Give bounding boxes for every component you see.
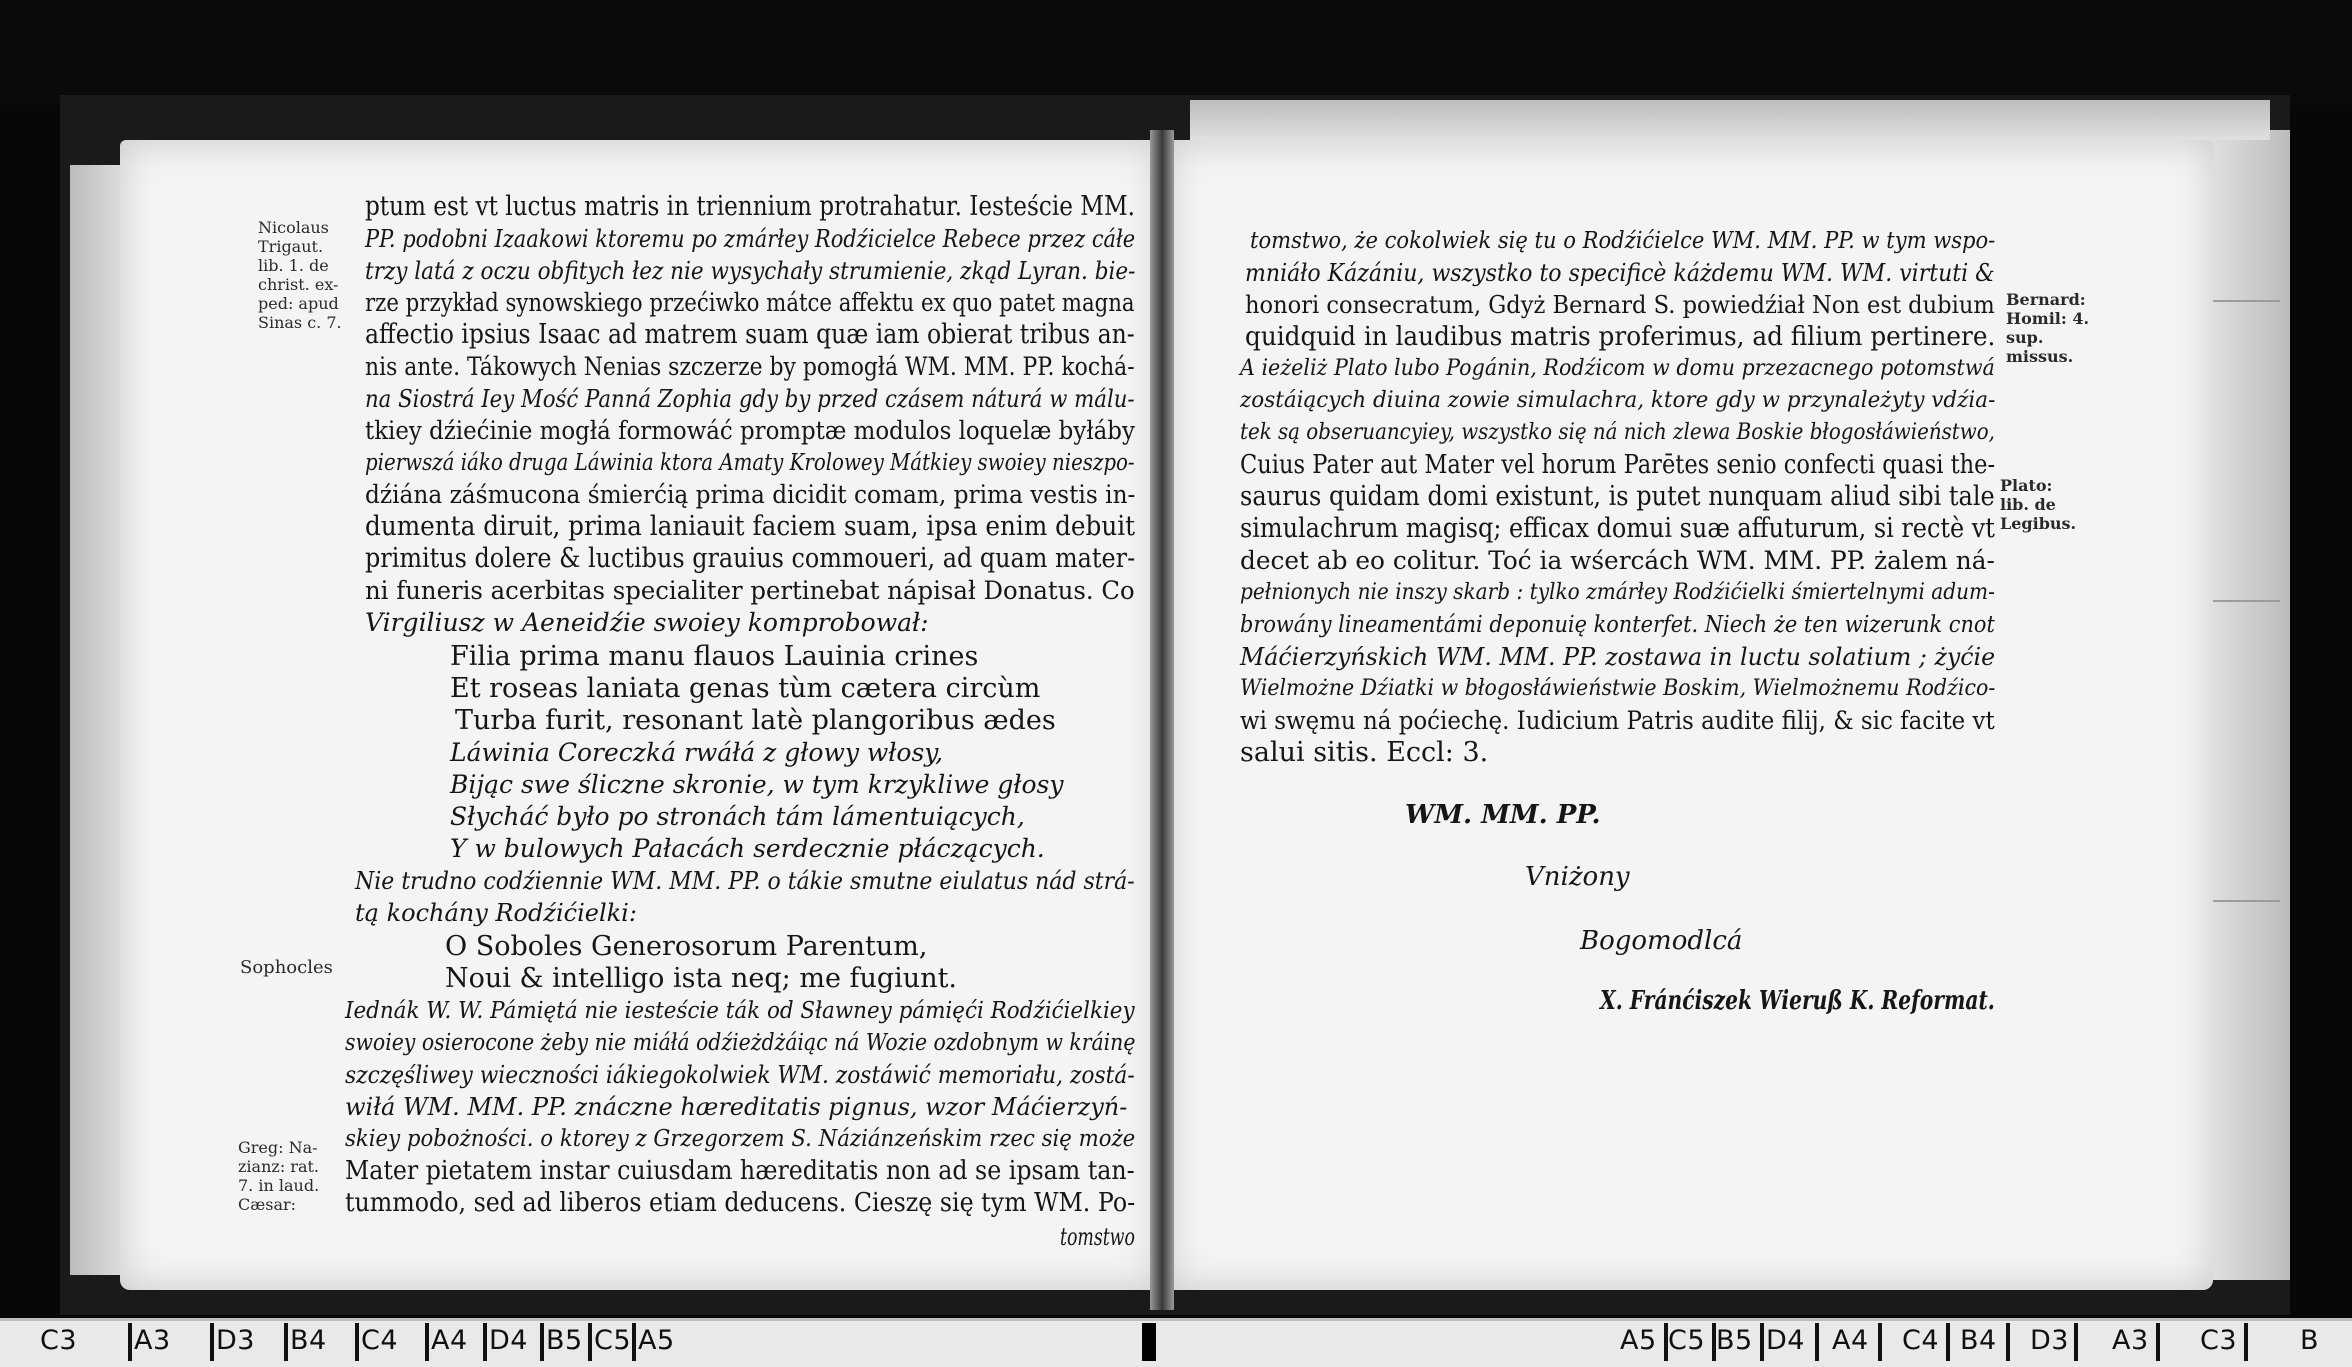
strip-tick [1760,1323,1764,1361]
text-line: primitus dolere & luctibus grauius commoueri, ad quam mater- [365,543,1136,574]
text-line: simulachrum magisq; efficax domui suæ affuturum, si rectè vt [1240,513,1995,544]
text-line: rze przykład synowskiego przećiwko mátce affektu ex quo patet magna [365,288,1135,317]
strip-label: C5 [1668,1325,1706,1356]
strip-tick [1946,1323,1950,1361]
text-line: Iednák W. W. Pámiętá nie iesteście ták od Sławney pámięći Rodźićielkiey [345,998,1135,1024]
text-line: nis ante. Tákowych Nenias szczerze by pomogłá WM. MM. PP. kochá- [365,352,1135,381]
catchword: tomstwo [1060,1223,1135,1251]
text-line: quidquid in laudibus matris proferimus, ad filium pertinere. [1245,322,1996,352]
strip-tick [483,1323,487,1361]
strip-label: C4 [1902,1325,1940,1356]
closing-signature: X. Fránćiszek Wieruß K. Reformat. [1600,986,1995,1016]
margin-note-bernard: Bernard: Homil: 4. sup. missus. [2006,290,2090,366]
text-line: wi swęmu ná poćiechę. Iudicium Patris audite filij, & sic facite vt [1240,706,1995,735]
strip-label: B5 [1716,1325,1753,1356]
verse-line: Et roseas laniata genas tùm cætera circùm [450,673,1041,704]
strip-tick [2244,1323,2248,1361]
text-line: dźiána záśmucona śmierćią prima dicidit comam, prima vestis in- [365,480,1136,509]
strip-label: D3 [2030,1325,2069,1356]
text-line: Noui & intelligo ista neq; me fugiunt. [445,963,958,994]
strip-tick [1878,1323,1882,1361]
closing-salutation: WM. MM. PP. [1405,800,1601,830]
text-line: tummodo, sed ad liberos etiam deducens. Cieszę się tym WM. Po- [345,1188,1136,1218]
strip-label: A4 [1832,1325,1869,1356]
verse-line: Słycháć było po stronách tám lámentuiących, [450,802,1025,831]
book-gutter [1150,130,1174,1310]
strip-tick [2074,1323,2078,1361]
text-line: Nie trudno codźiennie WM. MM. PP. o tákie smutne eiulatus nád strá- [355,867,1135,895]
text-line: swoiey osierocone żeby nie miáłá odźieżdżáiąc ná Wozie ozdobnym w kráinę [345,1030,1136,1056]
text-line: dumenta diruit, prima laniauit faciem suam, ipsa enim debuit [365,511,1136,542]
stack-line [2210,600,2280,602]
text-line: skiey pobożności. o ktorey z Grzegorzem S. Náziánzeńskim rzec się może [345,1126,1136,1152]
text-line: trzy latá z oczu obfitych łez nie wysychały strumienie, zkąd Lyran. bie- [365,257,1136,285]
strip-tick [540,1323,544,1361]
margin-note-nicolaus: Nicolaus Trigaut. lib. 1. de christ. ex- ped: apud Sinas c. 7. [258,218,342,332]
text-line: Virgiliusz w Aeneidźie swoiey komprobował: [365,608,929,637]
text-line: pełnionych nie inszy skarb : tylko zmárłey Rodźićielki śmiertelnymi adum- [1240,580,1995,605]
top-film-band [0,0,2352,105]
text-line: browány lineamentámi deponuię konterfet. Niech że ten wizerunk cnot [1240,612,1995,638]
margin-note-gregorius: Greg: Na- zianz: rat. 7. in laud. Cæsar: [238,1138,320,1214]
margin-note-sophocles: Sophocles [240,957,333,978]
film-strip [0,1318,2352,1367]
text-line: Máćierzyńskich WM. MM. PP. zostawa in luctu solatium ; żyćie [1240,643,1996,671]
right-page-stack [2200,130,2290,1280]
strip-tick [128,1323,132,1361]
verse-line: Turba furit, resonant latè plangoribus ædes [455,705,1056,736]
strip-tick [210,1323,214,1361]
strip-label: B [2300,1325,2320,1356]
verse-line: Filia prima manu flauos Lauinia crines [450,641,979,672]
top-page-stack [1190,100,2270,140]
strip-label: D4 [1766,1325,1805,1356]
strip-label: B5 [546,1325,583,1356]
text-line: tą kochány Rodźićielki: [355,899,637,927]
verse-line: Y w bulowych Pałacách serdecznie płáczących. [450,834,1045,863]
margin-note-plato: Plato: lib. de Legibus. [2000,476,2077,533]
text-line: tek są obseruancyiey, wszystko się ná nich zlewa Boskie błogosłáwieństwo, [1240,420,1995,445]
text-line: affectio ipsius Isaac ad matrem suam quæ iam obierat tribus an- [365,319,1135,350]
text-line: mniáło Kázániu, wszystko to specificè káżdemu WM. WM. virtuti & [1245,259,1995,287]
text-line: ptum est vt luctus matris in triennium protrahatur. Iesteście MM. [365,191,1136,222]
stack-line [2210,900,2280,902]
text-line: tkiey dźiećinie mogłá formowáć promptæ modulos loquelæ byłáby [365,416,1135,445]
strip-label: A3 [2112,1325,2149,1356]
text-line: A ieżeliż Plato lubo Pogánin, Rodźicom w domu przezacnego potomstwá [1240,356,1995,381]
strip-label: C4 [361,1325,399,1356]
text-line: Mater pietatem instar cuiusdam hæreditatis non ad se ipsam tan- [345,1156,1135,1186]
strip-label: A4 [431,1325,468,1356]
verse-line: Bijąc swe śliczne skronie, w tym krzykliwe głosy [450,770,1064,799]
text-line: saurus quidam domi existunt, is putet nunquam aliud sibi tale [1240,481,1995,512]
strip-center-mark [1142,1323,1156,1361]
text-line: Cuius Pater aut Mater vel horum Parētes senio confecti quasi the- [1240,450,1996,480]
strip-tick [425,1323,429,1361]
text-line: Wielmożne Dźiatki w błogosłáwieństwie Boskim, Wielmożnemu Rodźico- [1240,676,1996,701]
strip-label: B4 [1960,1325,1997,1356]
text-line: na Siostrá Iey Mość Panná Zophia gdy by przed czásem náturá w málu- [365,385,1135,413]
strip-tick [632,1323,636,1361]
strip-label: C5 [594,1325,632,1356]
closing-humble: Vniżony [1525,862,1630,892]
text-line: ni funeris acerbitas specialiter pertinebat nápisał Donatus. Co [365,576,1135,605]
strip-label: A5 [638,1325,675,1356]
text-line: wiłá WM. MM. PP. znáczne hæreditatis pignus, wzor Máćierzyń- [345,1093,1128,1121]
strip-label: C3 [40,1325,78,1356]
strip-tick [284,1323,288,1361]
text-line: O Soboles Generosorum Parentum, [445,931,928,962]
strip-label: C3 [2200,1325,2238,1356]
text-line: PP. podobni Izaakowi ktoremu po zmárłey Rodźicielce Rebece przez cáłe [365,225,1136,253]
closing-prayer: Bogomodlcá [1580,926,1743,956]
strip-tick [588,1323,592,1361]
strip-tick [355,1323,359,1361]
text-line: decet ab eo colitur. Toć ia wśercách WM. MM. PP. żalem ná- [1240,546,1995,575]
strip-label: B4 [290,1325,327,1356]
strip-tick [2006,1323,2010,1361]
text-line: zostáiących diuina zowie simulachra, ktore gdy w przynależyty vdźia- [1240,388,1996,413]
strip-label: D3 [216,1325,255,1356]
stack-line [2210,300,2280,302]
text-line: tomstwo, że cokolwiek się tu o Rodźićielce WM. MM. PP. w tym wspo- [1250,228,1996,254]
strip-tick [2156,1323,2160,1361]
strip-label: A5 [1620,1325,1657,1356]
strip-label: D4 [489,1325,528,1356]
strip-label: A3 [134,1325,171,1356]
text-line: honori consecratum, Gdyż Bernard S. powiedźiał Non est dubium [1245,291,1995,319]
text-line: pierwszá iáko druga Láwinia ktora Amaty Krolowey Mátkiey swoiey nieszpo- [365,450,1135,476]
strip-tick [1815,1323,1819,1361]
verse-line: Láwinia Coreczká rwáłá z głowy włosy, [450,738,944,767]
text-line: salui sitis. Eccl: 3. [1240,737,1489,768]
text-line: szczęśliwey wieczności iákiegokolwiek WM. zostáwić memoriału, zostá- [345,1061,1135,1089]
